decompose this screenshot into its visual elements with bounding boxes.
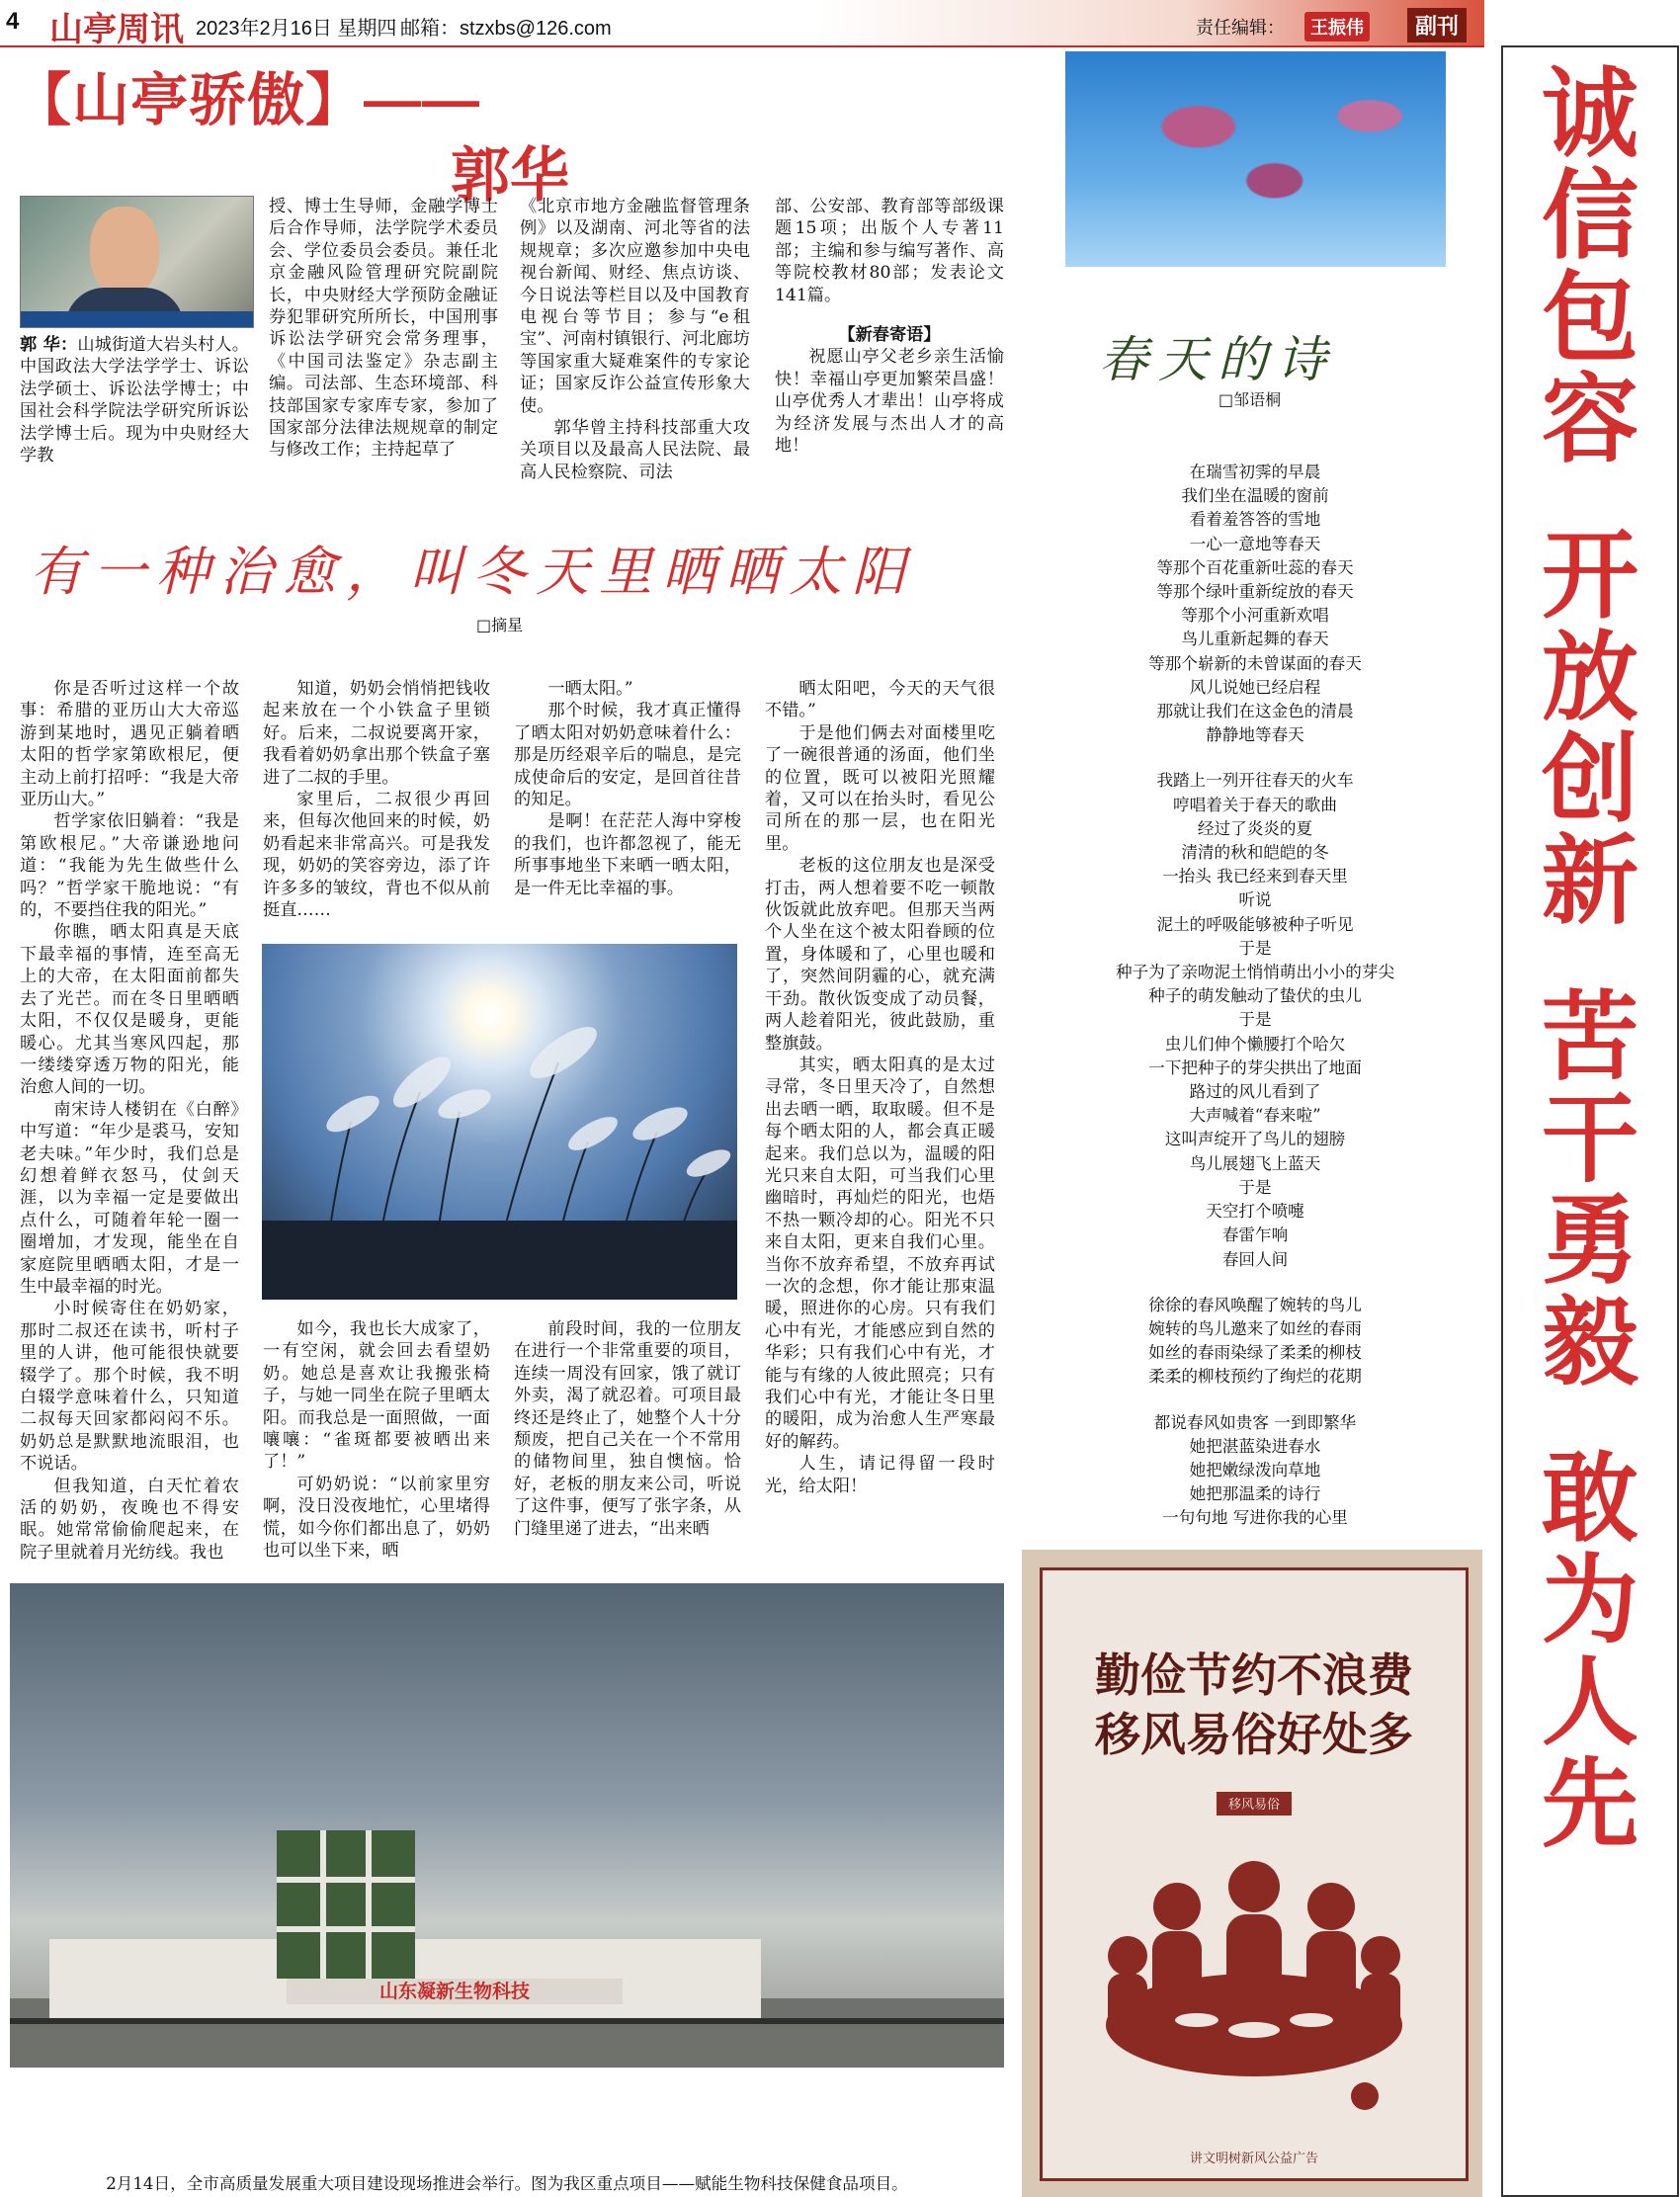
poem-line: 等那个百花重新吐蕊的春天: [1156, 557, 1354, 577]
poem-line: 路过的风儿看到了: [1189, 1082, 1321, 1102]
poem-line: 春回人间: [1221, 1249, 1289, 1269]
poem-line: 那就让我们在这金色的清晨: [1156, 702, 1354, 721]
photo-caption: 2月14日，全市高质量发展重大项目建设现场推进会举行。图为我区重点项目——赋能生物科技保健食品项目。: [106, 2174, 908, 2193]
article-paragraph: 老板的这位朋友也是深受打击，两人想着要不吃一顿散伙饭就此放弃吧。但那天当两个人坐在这个被太阳眷顾的位置，身体暖和了，心里也暖和了，突然间阴霾的心，就充满干劲。散伙饭变成了动员餐，两人趁着阳光，彼此鼓励，重整旗鼓。: [765, 856, 995, 1054]
feature-col-3: [520, 196, 750, 483]
poem-line: 徐徐的春风唤醒了婉转的鸟儿: [1148, 1295, 1362, 1314]
poem-line: 于是: [1238, 1177, 1272, 1197]
psa-footer: 讲文明树新风公益广告: [1189, 2152, 1318, 2166]
poem-line: 一句句地 写进你我的心里: [1162, 1508, 1348, 1528]
poem-line: 种子为了亲吻泥土悄悄萌出小小的芽尖: [1115, 963, 1395, 982]
newspaper-logo: 山亭周讯: [49, 10, 184, 49]
bio-name: 郭 华：: [20, 335, 78, 355]
article-paragraph: 如今，我也长大成家了，一有空闲，就会回去看望奶奶。她总是喜欢让我搬张椅子，与她一同坐在院子里晒太阳。而我总是一面照做，一面嚷嚷：“雀斑都要被晒出来了！”: [263, 1319, 490, 1473]
slogan-text: [1503, 59, 1677, 1858]
poem-line: 于是: [1238, 1010, 1272, 1030]
psa-line-1: 勤俭节约不浪费: [1095, 1649, 1413, 1701]
poem-line: 她把那温柔的诗行: [1189, 1484, 1321, 1504]
poem-line: 如丝的春雨染绿了柔柔的柳枝: [1148, 1343, 1362, 1363]
poem-line: 柔柔的柳枝预约了绚烂的花期: [1148, 1367, 1362, 1387]
poem-line: 一心一意地等春天: [1189, 534, 1321, 553]
poem-line: 种子的萌发触动了蛰伏的虫儿: [1148, 986, 1362, 1006]
article-paragraph: 一晒太阳。”: [547, 679, 633, 699]
poem-line: 大声喊着“春来啦”: [1189, 1106, 1321, 1126]
poem-line: 一抬头 我已经来到春天里: [1162, 867, 1348, 887]
article-paragraph: 于是他们俩去对面楼里吃了一碗很普通的汤面，他们坐的位置，既可以被阳光照耀着，又可以在抬头时，看见公司所在的那一层，也在阳光里。: [765, 722, 995, 854]
article-paragraph: 哲学家依旧躺着：“我是第欧根尼。”大帝谦逊地问道：“我能为先生做些什么吗？”哲学家干脆地说：“有的，不要挡住我的阳光。”: [20, 811, 239, 921]
construction-project-photo: [10, 1583, 1004, 2068]
article-paragraph: 南宋诗人楼钥在《白醉》中写道：“年少是裘马，安知老夫味。”年少时，我们总是幻想着鲜衣怒马，仗剑天涯，以为幸福一定是要做出点什么，可随着年轮一圈一圈增加，才发现，能坐在自家庭院里晒晒太阳，才是一生中最幸福的时光。: [20, 1099, 239, 1297]
poem-line: 等那个崭新的未曾谋面的春天: [1148, 653, 1362, 673]
article-col-1: [20, 678, 239, 1563]
article-col-3-top: [514, 678, 741, 899]
poem-line: 一下把种子的芽尖拱出了地面: [1148, 1057, 1362, 1077]
family-dinner-papercut: [1068, 1788, 1440, 2124]
article-paragraph: 是啊！在茫茫人海中穿梭的我们，也许都忽视了，能无所事事地坐下来晒一晒太阳，是一件无比幸福的事。: [514, 811, 741, 898]
article-paragraph: 前段时间，我的一位朋友在进行一个非常重要的项目，连续一周没有回家，饿了就订外卖，渴了就忍着。可项目最终还是终止了，她整个人十分颓废，把自己关在一个不常用的储物间里，独自懊恼。恰好，老板的朋友来公司，听说了这件事，便写了张字条，从门缝里递了进去，“出来晒: [514, 1319, 741, 1539]
psa-sign: 移风易俗: [1227, 1798, 1281, 1813]
poem-line: 她把嫩绿泼向草地: [1189, 1460, 1321, 1479]
article-paragraph: 那个时候，我才真正懂得了晒太阳对奶奶意味着什么：那是历经艰辛后的喘息，是完成使命后的安定，是回首往昔的知足。: [514, 701, 741, 810]
feature-col-4: [775, 196, 1004, 457]
article-paragraph: 小时候寄住在奶奶家，那时二叔还在读书，听村子里的人讲，他可能很快就要辍学了。那个时候，我不明白辍学意味着什么，只知道二叔每天回家都闷闷不乐。奶奶总是默默地流眼泪，也不说话。: [20, 1299, 239, 1475]
slogan-group: 诚信包容: [1542, 59, 1639, 473]
email-address: 邮箱：stzxbs@126.com: [400, 18, 612, 40]
poem-line: 静静地等春天: [1206, 725, 1304, 745]
poem-author: □邹语桐: [1218, 390, 1282, 409]
portrait-photo: [20, 196, 254, 328]
article-paragraph: 你瞧，晒太阳真是天底下最幸福的事情，连至高无上的大帝，在太阳面前都失去了光芒。而在冬日里晒晒太阳，不仅仅是暖身，更能暖心。尤其当寒风四起，那一缕缕穿透万物的阳光，能治愈人间的一切。: [20, 922, 239, 1098]
article-paragraph: 家里后，二叔很少再回来，但每次他回来的时候，奶奶看起来非常高兴。可是我发现，奶奶的笑容旁边，添了许许多多的皱纹，背也不似从前挺直……: [263, 790, 490, 921]
poem-line: 天空打个喷嚏: [1206, 1202, 1304, 1222]
poem-line: 春雷乍响: [1221, 1225, 1289, 1245]
article-paragraph: 其实，晒太阳真的是太过寻常，冬日里天冷了，自然想出去晒一晒，取取暖。但不是每个晒太阳的人，都会真正暖起来。我们总以为，温暖的阳光只来自太阳，可当我们心里幽暗时，再灿烂的阳光，也焐不热一颗冷却的心。阳光不只来自太阳，更来自我们心里。当你不放弃希望，不放弃再试一次的念想，你才能让那束温暖，照进你的心房。只有我们心中有光，才能感应到自然的华彩；只有我们心中有光，才能与有缘的人彼此照亮；只有我们心中有光，才能让冬日里的暖阳，成为治愈人生严寒最好的解药。: [765, 1055, 995, 1452]
bio-text-3b: 郭华曾主持科技部重大攻关项目以及最高人民法院、最高人民检察院、司法: [520, 418, 750, 482]
bio-text-3a: 《北京市地方金融监督管理条例》以及湖南、河北等省的法规规章；多次应邀参加中央电视台新闻、财经、焦点访谈、今日说法等栏目以及中国教育电视台等节目；参与“e租宝”、河南村镇银行、河北廊坊等国家重大疑难案件的专家论证；国家反诈公益宣传形象大使。: [520, 197, 750, 416]
page-number: 4: [6, 8, 20, 35]
article-col-4: [765, 678, 995, 1497]
building-rendering: [10, 1583, 1004, 2068]
poem-line: 等那个绿叶重新绽放的春天: [1156, 582, 1354, 602]
section-label: 副刊: [1407, 8, 1467, 42]
page-header: [0, 0, 1484, 47]
poem-title: 春天的诗: [1099, 331, 1336, 388]
article-paragraph: 知道，奶奶会悄悄把钱收起来放在一个小铁盒子里锁好。后来，二叔说要离开家，我看着奶奶拿出那个铁盒子塞进了二叔的手里。: [263, 679, 490, 788]
article-col-3-bottom: [514, 1318, 741, 1540]
poem-line: 鸟儿展翅飞上蓝天: [1189, 1153, 1321, 1173]
poem-line: 哼唱着关于春天的歌曲: [1173, 795, 1337, 814]
article-paragraph: 可奶奶说：“以前家里穷啊，没日没夜地忙，心里堵得慌，如今你们都出息了，奶奶也可以坐下来，晒: [263, 1474, 490, 1562]
bio-text-2: 授、博士生导师，金融学博士后合作导师，法学院学术委员会、学位委员会委员。兼任北京金融风险管理研究院副院长，中央财经大学预防金融证券犯罪研究所所长，中国刑事诉讼法学研究会常务理事，《中国司法鉴定》杂志副主编。司法部、生态环境部、科技部国家专家库专家，参加了国家部分法律法规规章的制定与修改工作；主持起草了: [269, 197, 498, 461]
poem-line: 我踏上一列开往春天的火车: [1156, 771, 1354, 791]
psa-line-2: 移风易俗好处多: [1095, 1709, 1413, 1760]
poem-line: 都说春风如贵客 一到即繁华: [1153, 1412, 1357, 1432]
poem-line: 泥土的呼吸能够被种子听见: [1156, 914, 1354, 934]
article-paragraph: 你是否听过这样一个故事：希腊的亚历山大大帝巡游到某地时，遇见正躺着晒太阳的哲学家第欧根尼，便主动上前打招呼：“我是大帝亚历山大。”: [20, 679, 239, 810]
psa-poster: [1022, 1550, 1482, 2197]
poem-line: 她把湛蓝染进春水: [1189, 1436, 1321, 1456]
column-title: 【山亭骄傲】——: [14, 68, 481, 132]
article-title: 有一种治愈，叫冬天里晒晒太阳: [30, 541, 915, 603]
reed-sunlight-photo: [262, 944, 737, 1300]
poem-line: 听说: [1238, 890, 1272, 910]
article-col-2-bottom: [263, 1318, 490, 1562]
article-col-2-top: [263, 678, 490, 921]
poem-line: 婉转的鸟儿邀来了如丝的春雨: [1148, 1318, 1362, 1338]
feature-col-2: [269, 196, 498, 462]
poem-line: 经过了炎炎的夏: [1197, 818, 1313, 838]
poem-line: 我们坐在温暖的窗前: [1181, 486, 1329, 506]
poem-line: 风儿说她已经启程: [1189, 677, 1321, 697]
poem-line: 看着羞答答的雪地: [1189, 510, 1321, 530]
slogan-group: 苦干勇毅: [1542, 982, 1639, 1396]
article-paragraph: 但我知道，白天忙着农活的奶奶，夜晚也不得安眠。她常常偷偷爬起来，在院子里就着月光纺线。我也: [20, 1476, 239, 1563]
issue-date: 2023年2月16日 星期四: [196, 18, 397, 40]
slogan-panel: [1501, 45, 1679, 2197]
reed-silhouette: [262, 944, 737, 1300]
slogan-group: 开放创新: [1542, 521, 1639, 935]
greeting-title: 【新春寄语】: [838, 325, 941, 346]
building-sign: 山东凝新生物科技: [378, 1982, 531, 2002]
greeting-text: 祝愿山亭父老乡亲生活愉快！幸福山亭更加繁荣昌盛！山亭优秀人才辈出！山亭将成为经济发展与杰出人才的高地！: [775, 347, 1004, 457]
poem-line: 这叫声绽开了鸟儿的翅膀: [1164, 1130, 1346, 1149]
bio-text-4: 部、公安部、教育部等部级课题15项；出版个人专著11部；主编和参与编写著作、高等院校教材80部；发表论文141篇。: [775, 197, 1004, 305]
article-paragraph: 人生，请记得留一段时光，给太阳！: [765, 1454, 995, 1496]
feature-col-1: [20, 334, 249, 466]
bio-text-1: 山城街道大岩头村人。中国政法大学法学学士、诉讼法学硕士、诉讼法学博士；中国社会科学院法学研究所诉讼法学博士后。现为中央财经大学教: [20, 335, 249, 466]
editor-name: 王振伟: [1304, 12, 1370, 42]
person-name: 郭华: [451, 142, 569, 209]
poem-line: 于是: [1238, 938, 1272, 958]
poem-line: 等那个小河重新欢唱: [1181, 606, 1329, 626]
slogan-group: 敢为人先: [1542, 1444, 1639, 1858]
article-author: □摘星: [476, 616, 524, 634]
poem-line: 在瑞雪初霁的早晨: [1189, 463, 1321, 481]
editor-label: 责任编辑：: [1196, 18, 1285, 38]
poem-line: 虫儿们伸个懒腰打个哈欠: [1164, 1034, 1346, 1054]
poem-line: 清清的秋和皑皑的冬: [1181, 843, 1329, 863]
article-paragraph: 晒太阳吧，今天的天气很不错。”: [765, 679, 995, 721]
poem-body: [1028, 461, 1482, 1531]
magnolia-photo: [1065, 51, 1446, 267]
poem-line: 鸟儿重新起舞的春天: [1181, 630, 1329, 649]
